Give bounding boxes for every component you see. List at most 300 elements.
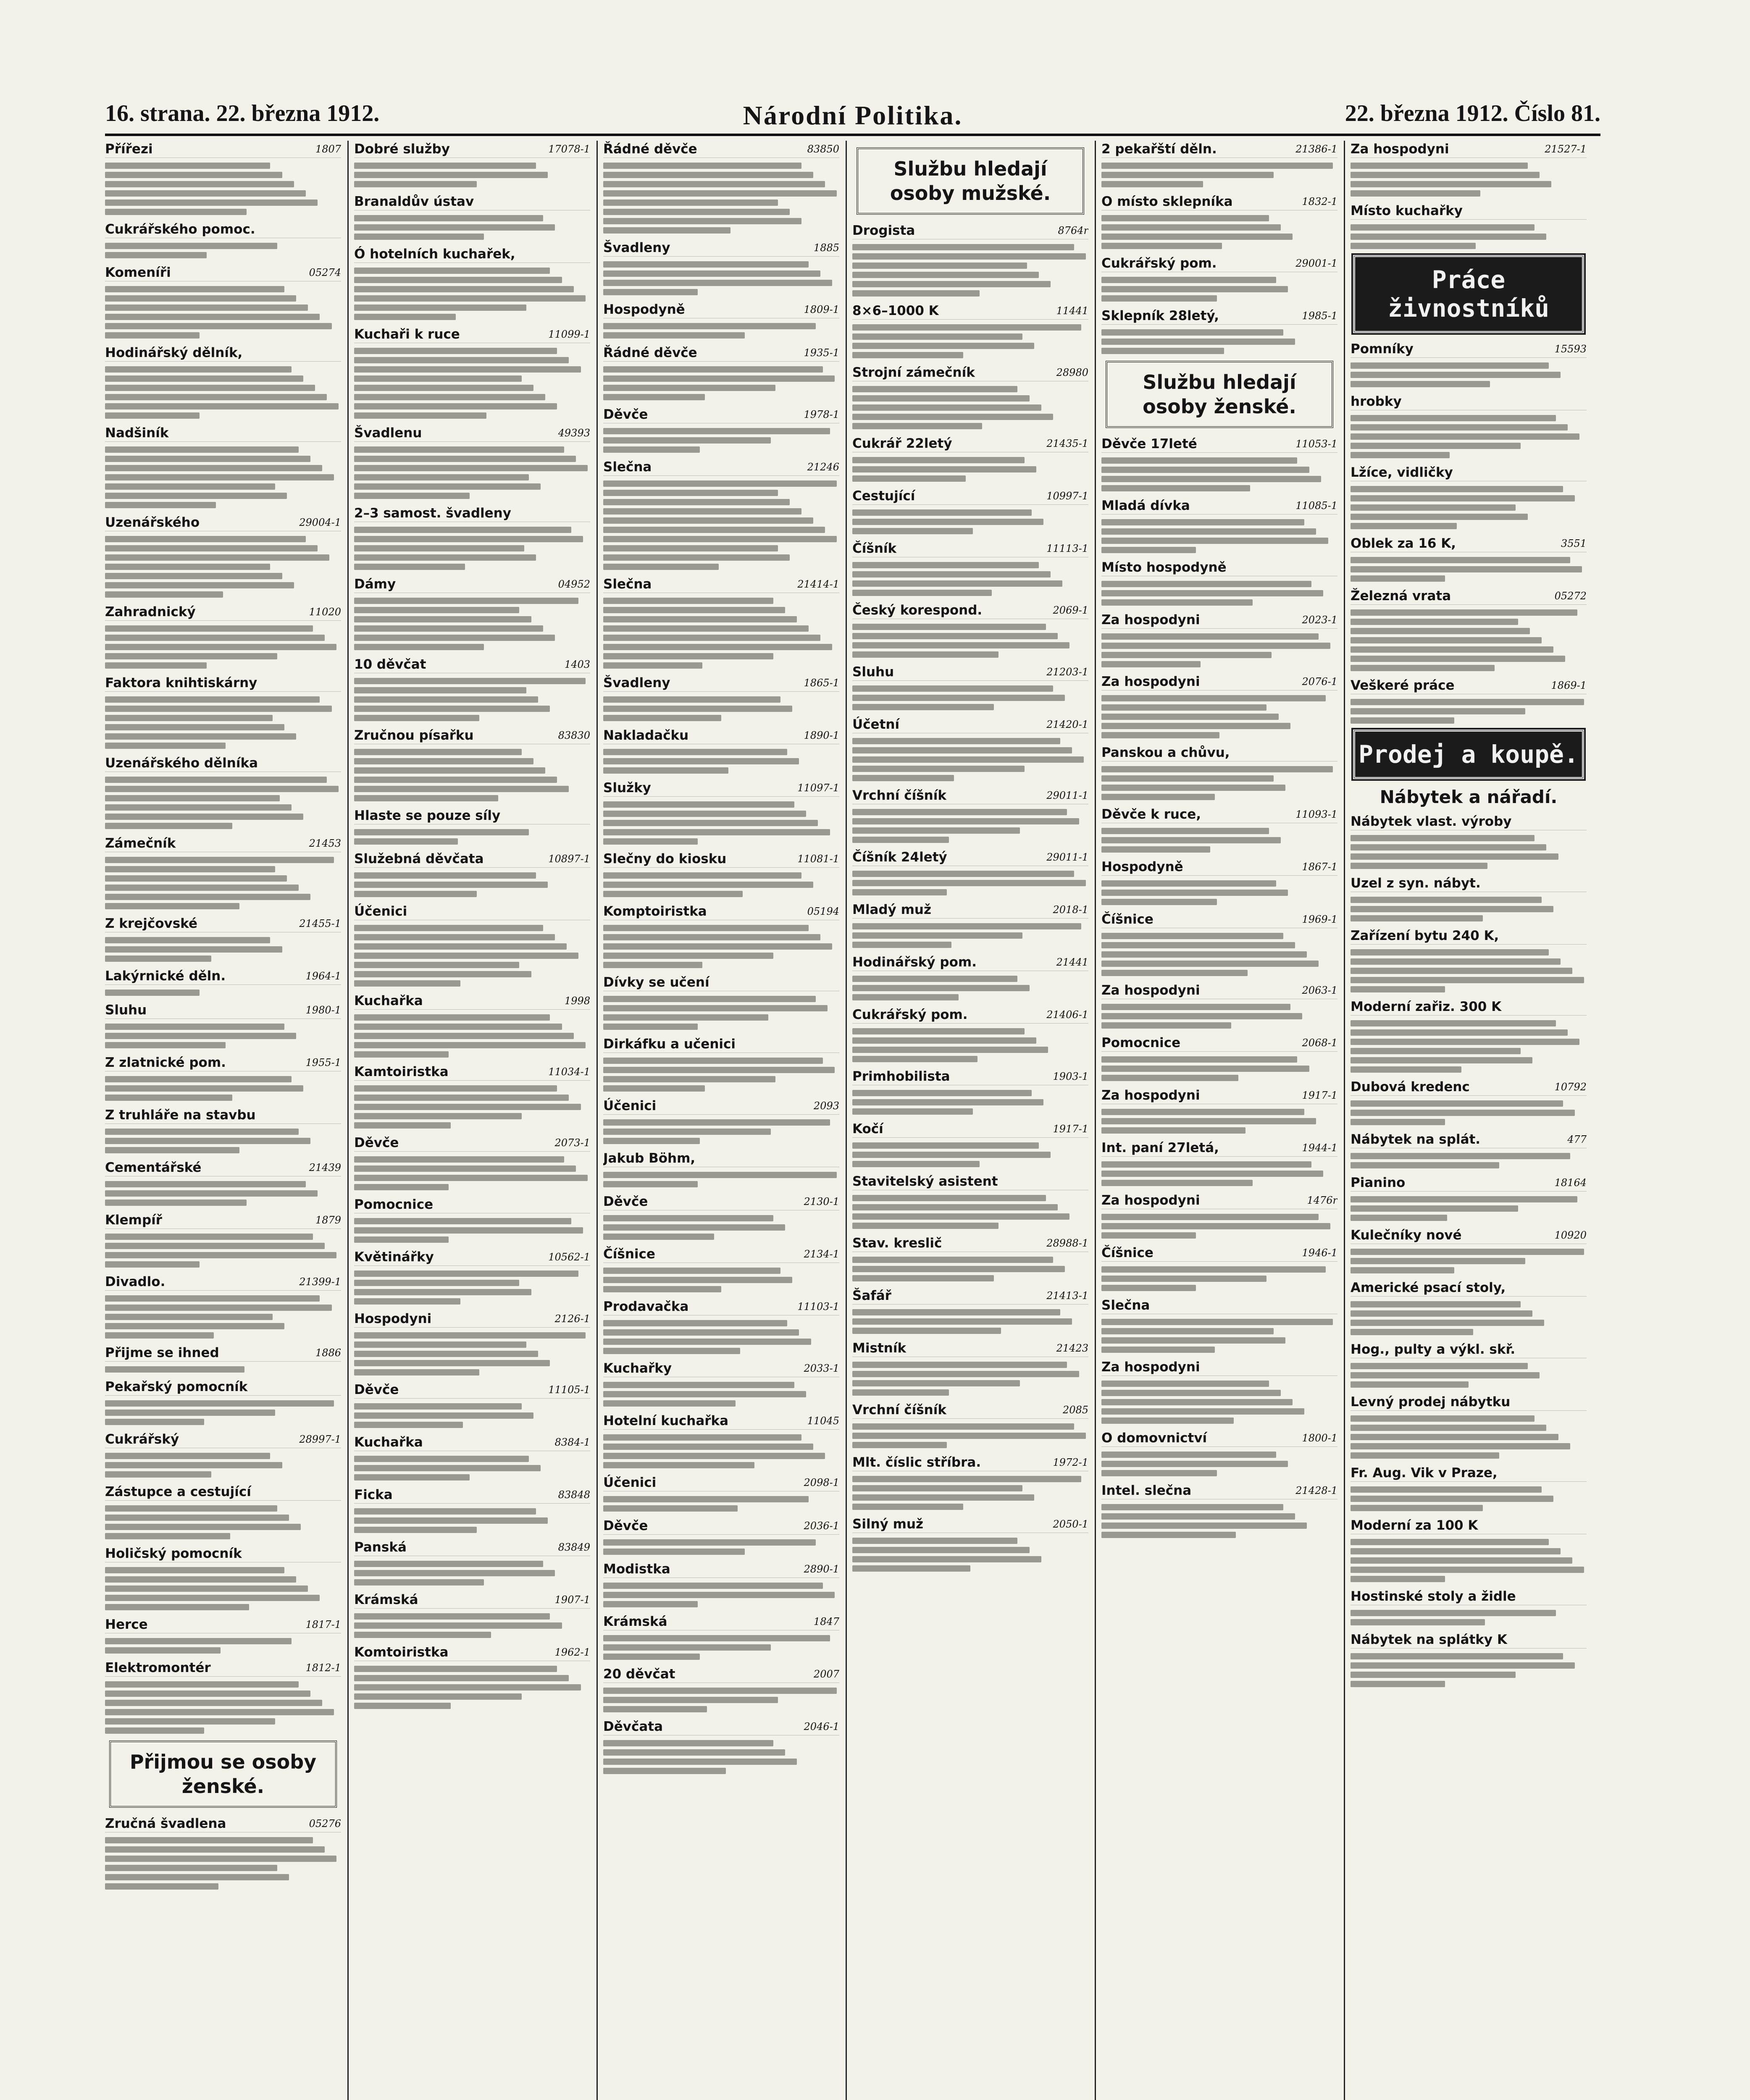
- ad-body-text: [1351, 481, 1587, 529]
- text-line: [1351, 1039, 1579, 1045]
- text-line: [603, 1453, 825, 1459]
- text-line: [852, 404, 1041, 411]
- ad-body-text: [1101, 325, 1337, 354]
- ad-number: 1867-1: [1302, 861, 1337, 873]
- ad-body-text: [852, 320, 1088, 358]
- ad-keyword: Nadšiník: [105, 425, 169, 441]
- ad-keyword: Květinářky: [354, 1250, 434, 1265]
- text-line: [105, 814, 303, 820]
- ad-number: 1980-1: [305, 1004, 341, 1016]
- ad-keyword: Klempíř: [105, 1213, 163, 1228]
- text-line: [1351, 1196, 1577, 1202]
- ad-body-text: [852, 1533, 1088, 1572]
- text-line: [852, 290, 980, 297]
- text-line: [852, 562, 1039, 568]
- text-line: [603, 598, 773, 604]
- text-line: [105, 956, 211, 962]
- ad-keyword: Dívky se učení: [603, 975, 709, 990]
- ad-number: 21439: [309, 1162, 341, 1173]
- ad-body-text: [105, 621, 341, 669]
- text-line: [603, 1768, 726, 1774]
- text-line: [105, 1524, 301, 1530]
- text-line: [1351, 1567, 1584, 1573]
- ad-body-text: [852, 505, 1088, 534]
- ad-keyword: Cukrář 22letý: [852, 436, 952, 451]
- text-line: [105, 662, 207, 669]
- ad-body-text: [1101, 761, 1337, 800]
- text-line: [1351, 897, 1542, 903]
- text-line: [105, 1576, 296, 1583]
- ad-keyword: Slečna: [1101, 1298, 1150, 1313]
- text-line: [852, 1433, 1086, 1439]
- text-line: [603, 943, 832, 950]
- ad-number: 21527-1: [1545, 143, 1587, 155]
- ad-body-text: [1351, 605, 1587, 671]
- ad-body-text: [1101, 453, 1337, 491]
- text-line: [603, 1348, 740, 1354]
- text-line: [603, 635, 820, 641]
- ad-body-text: [1101, 999, 1337, 1029]
- newspaper-title: Národní Politika.: [743, 100, 963, 130]
- text-line: [1101, 485, 1250, 491]
- classified-ad: [1351, 141, 1587, 197]
- text-line: [1351, 243, 1476, 249]
- ad-keyword: Hotelní kuchařka: [603, 1413, 729, 1428]
- text-line: [1351, 977, 1584, 983]
- ad-body-text: [354, 1328, 590, 1376]
- ad-body-text: [105, 531, 341, 598]
- ad-keyword: Za hospodyni: [1101, 1088, 1200, 1103]
- text-line: [1351, 646, 1553, 653]
- text-line: [1101, 723, 1290, 729]
- text-line: [105, 1095, 232, 1101]
- classified-ad: [603, 675, 839, 721]
- ad-number: 21413-1: [1046, 1290, 1088, 1302]
- ad-body-text: [852, 557, 1088, 596]
- text-line: [1351, 1672, 1516, 1678]
- ad-keyword: Lžíce, vidličky: [1351, 465, 1453, 480]
- text-line: [852, 1318, 1072, 1325]
- text-line: [603, 1549, 745, 1555]
- ad-body-text: [105, 442, 341, 508]
- classified-ad: [1351, 998, 1587, 1073]
- text-line: [1351, 1557, 1572, 1564]
- ad-keyword: Děvče: [603, 1194, 648, 1209]
- text-line: [1101, 1513, 1295, 1520]
- text-line: [603, 366, 823, 373]
- text-line: [852, 809, 1067, 815]
- text-line: [1351, 986, 1445, 992]
- text-line: [105, 786, 339, 792]
- text-line: [354, 715, 479, 721]
- ad-keyword: O místo sklepníka: [1101, 194, 1233, 209]
- text-line: [105, 1727, 204, 1734]
- ad-keyword: Hodinářský dělník,: [105, 345, 243, 360]
- text-line: [354, 767, 545, 774]
- text-line: [852, 475, 966, 482]
- ad-body-text: [603, 1263, 839, 1292]
- classified-ad: [603, 1298, 839, 1354]
- text-line: [354, 268, 550, 274]
- text-line: [1101, 1504, 1283, 1510]
- text-line: [1101, 899, 1217, 905]
- ad-body-text: [603, 1735, 839, 1774]
- ad-keyword: Krámská: [603, 1614, 667, 1629]
- ad-keyword: Silný muž: [852, 1517, 924, 1532]
- text-line: [1101, 837, 1281, 843]
- text-line: [852, 695, 1065, 701]
- classified-ad: [603, 727, 839, 774]
- text-line: [1101, 704, 1267, 711]
- text-line: [354, 375, 522, 382]
- ad-number: 1885: [813, 242, 839, 254]
- classified-ad: [603, 141, 839, 234]
- ad-body-text: [852, 804, 1088, 843]
- text-line: [354, 163, 536, 169]
- classified-ad: [603, 903, 839, 968]
- text-line: [603, 218, 801, 224]
- ad-number: 1890-1: [804, 730, 839, 741]
- text-line: [354, 554, 536, 561]
- text-line: [1351, 424, 1568, 430]
- ad-keyword: Přířezi: [105, 142, 153, 157]
- ad-number: 2073-1: [554, 1137, 590, 1149]
- text-line: [1101, 794, 1215, 800]
- ad-keyword: Místo hospodyně: [1101, 560, 1227, 575]
- text-line: [852, 1090, 1032, 1096]
- ad-number: 10920: [1554, 1229, 1587, 1241]
- text-line: [1351, 1363, 1528, 1369]
- classified-ad: [354, 1249, 590, 1305]
- text-line: [105, 1595, 320, 1601]
- classified-ad: [1351, 813, 1587, 869]
- text-line: [603, 616, 797, 622]
- classified-ad: [1101, 1244, 1337, 1291]
- ad-number: 2036-1: [804, 1520, 839, 1532]
- classified-ad: [105, 425, 341, 508]
- ad-keyword: Z truhláře na stavbu: [105, 1108, 256, 1123]
- text-line: [105, 1586, 308, 1592]
- ad-number: 1964-1: [305, 970, 341, 982]
- text-line: [852, 1309, 1060, 1315]
- classified-ad: [852, 1287, 1088, 1334]
- text-line: [105, 493, 287, 499]
- text-line: [354, 616, 531, 622]
- text-line: [354, 1613, 550, 1620]
- ad-keyword: Hospodyni: [354, 1311, 432, 1326]
- ad-body-text: [852, 866, 1088, 895]
- ad-body-text: [603, 1430, 839, 1468]
- text-line: [105, 366, 292, 373]
- classified-ad: [354, 1434, 590, 1480]
- ad-number: 49393: [558, 427, 590, 439]
- text-line: [105, 724, 284, 730]
- classified-ad: [1351, 1631, 1587, 1687]
- ad-body-text: [852, 452, 1088, 482]
- ad-keyword: Číšnice: [1101, 912, 1154, 927]
- text-line: [603, 508, 801, 514]
- text-line: [603, 437, 771, 444]
- text-line: [354, 1632, 491, 1638]
- ad-number: 2063-1: [1302, 984, 1337, 996]
- text-line: [105, 1033, 296, 1039]
- text-line: [852, 985, 1030, 991]
- ad-keyword: Ó hotelních kuchařek,: [354, 247, 515, 262]
- text-line: [354, 286, 574, 292]
- ad-keyword: Kuchařky: [603, 1361, 672, 1376]
- classified-ad: [852, 364, 1088, 429]
- text-line: [852, 1099, 1043, 1105]
- text-line: [603, 480, 837, 487]
- ad-number: 05272: [1554, 590, 1587, 602]
- ad-keyword: Dirkáfku a učenici: [603, 1037, 736, 1052]
- ad-number: 18164: [1554, 1177, 1587, 1189]
- ad-keyword: 20 děvčat: [603, 1667, 675, 1682]
- classified-ad: [1101, 806, 1337, 853]
- text-line: [354, 1184, 449, 1190]
- text-line: [852, 281, 1051, 287]
- text-line: [1101, 519, 1304, 525]
- ad-body-text: [1101, 514, 1337, 553]
- text-line: [354, 1341, 526, 1348]
- ad-keyword: Moderní zařiz. 300 K: [1351, 999, 1502, 1014]
- ad-number: 2023-1: [1302, 614, 1337, 626]
- classified-ad: [354, 903, 590, 987]
- text-line: [354, 1227, 583, 1234]
- section-subheading: Nábytek a nářadí.: [1380, 787, 1558, 807]
- ad-number: 21455-1: [299, 918, 341, 929]
- classified-ad: [1351, 1465, 1587, 1511]
- text-line: [1101, 880, 1276, 887]
- classified-ad: [1101, 1192, 1337, 1239]
- text-line: [105, 200, 318, 206]
- ad-keyword: Švadleny: [603, 675, 670, 690]
- text-line: [1351, 452, 1450, 458]
- ad-keyword: Číšník: [852, 541, 897, 556]
- ad-keyword: Hodinářský pom.: [852, 955, 977, 970]
- text-line: [603, 1277, 792, 1283]
- classified-ad: [603, 1360, 839, 1407]
- text-line: [852, 704, 994, 710]
- ad-keyword: Pomocnice: [1101, 1035, 1181, 1050]
- text-line: [852, 1161, 980, 1167]
- text-line: [105, 1085, 303, 1092]
- text-line: [603, 953, 773, 959]
- text-line: [603, 1434, 801, 1441]
- ad-number: 1903-1: [1053, 1071, 1088, 1082]
- classified-ad: [354, 807, 590, 845]
- ad-keyword: Slečna: [603, 459, 652, 475]
- text-line: [603, 545, 778, 551]
- classified-ad: [852, 664, 1088, 710]
- text-line: [603, 1286, 721, 1292]
- text-line: [1351, 495, 1575, 501]
- text-line: [603, 1505, 738, 1512]
- text-line: [105, 1314, 273, 1320]
- classified-ad: [354, 505, 590, 570]
- ad-number: 21414-1: [797, 578, 839, 590]
- ad-body-text: [1351, 220, 1587, 249]
- ad-number: 11085-1: [1295, 500, 1337, 512]
- text-line: [354, 1351, 538, 1357]
- text-line: [1351, 1576, 1445, 1582]
- text-line: [603, 1058, 823, 1064]
- ad-keyword: Pomníky: [1351, 341, 1414, 357]
- ad-keyword: hrobky: [1351, 394, 1402, 409]
- ad-number: 17078-1: [548, 143, 590, 155]
- text-line: [1351, 1153, 1570, 1159]
- classified-ad: [354, 1644, 590, 1709]
- text-line: [852, 1257, 1053, 1263]
- text-line: [852, 386, 1017, 392]
- classified-ad: [1351, 1174, 1587, 1221]
- text-line: [852, 395, 1030, 402]
- ad-keyword: O domovnictví: [1101, 1431, 1207, 1446]
- text-line: [1351, 433, 1579, 440]
- ad-number: 28980: [1056, 367, 1088, 378]
- text-line: [1351, 915, 1483, 921]
- classified-ad: [354, 656, 590, 721]
- classified-ad: [1351, 1131, 1587, 1168]
- ad-number: 21399-1: [299, 1276, 341, 1288]
- text-line: [354, 456, 576, 462]
- classified-ad: [603, 1036, 839, 1092]
- text-line: [1101, 224, 1281, 231]
- text-line: [105, 375, 303, 382]
- ad-keyword: Oblek za 16 K,: [1351, 536, 1456, 551]
- ad-keyword: Branaldův ústav: [354, 194, 474, 209]
- ad-keyword: 2 pekařští děln.: [1101, 142, 1217, 157]
- text-line: [105, 1076, 292, 1082]
- text-line: [603, 181, 825, 187]
- ad-body-text: [105, 281, 341, 339]
- text-line: [1351, 1020, 1556, 1026]
- ad-number: 05194: [807, 906, 839, 917]
- text-line: [852, 1108, 973, 1115]
- text-line: [1351, 717, 1454, 724]
- ad-body-text: [1101, 690, 1337, 738]
- ad-body-text: [1351, 892, 1587, 921]
- ad-keyword: Sluhu: [105, 1003, 147, 1018]
- ad-keyword: Kamtoiristka: [354, 1064, 449, 1079]
- text-line: [1101, 890, 1288, 896]
- ad-body-text: [1351, 830, 1587, 869]
- ad-number: 2076-1: [1302, 676, 1337, 688]
- text-line: [354, 181, 477, 187]
- ad-keyword: Panská: [354, 1540, 407, 1555]
- ad-body-text: [1101, 823, 1337, 853]
- text-line: [603, 332, 745, 339]
- text-line: [1101, 951, 1307, 958]
- text-line: [852, 923, 1081, 929]
- ad-keyword: Pekařský pomocník: [105, 1379, 248, 1394]
- text-line: [1351, 699, 1584, 705]
- ad-number: 2134-1: [804, 1248, 839, 1260]
- text-line: [1351, 181, 1551, 187]
- text-line: [105, 1243, 325, 1249]
- ad-keyword: Nábytek vlast. výroby: [1351, 814, 1512, 829]
- ad-number: 05274: [309, 267, 341, 278]
- classified-ad: [603, 1517, 839, 1555]
- text-line: [354, 1508, 536, 1515]
- text-line: [105, 1234, 313, 1240]
- classified-ad: [1351, 1227, 1587, 1273]
- text-line: [1351, 1619, 1485, 1625]
- text-line: [105, 286, 284, 292]
- text-line: [1101, 215, 1269, 221]
- ad-column: [852, 141, 1088, 2100]
- ad-number: 2093: [813, 1100, 839, 1112]
- ad-keyword: Za hospodyni: [1101, 1360, 1200, 1375]
- text-line: [1351, 1372, 1540, 1378]
- text-line: [603, 838, 698, 845]
- text-line: [603, 925, 809, 931]
- classified-ad: [852, 901, 1088, 948]
- ad-keyword: Cukrářský pom.: [852, 1007, 968, 1022]
- classified-ad: [1351, 1341, 1587, 1388]
- text-line: [354, 1517, 548, 1524]
- text-line: [603, 625, 809, 632]
- text-line: [105, 894, 310, 900]
- ad-number: 1935-1: [804, 347, 839, 359]
- text-line: [852, 1028, 1025, 1034]
- text-line: [105, 252, 207, 258]
- text-line: [354, 971, 531, 977]
- text-line: [603, 227, 730, 234]
- text-line: [354, 1579, 484, 1586]
- ad-body-text: [354, 1010, 590, 1058]
- text-line: [354, 1218, 571, 1224]
- ad-body-text: [105, 1396, 341, 1425]
- text-line: [852, 1195, 1046, 1201]
- text-line: [852, 1380, 1020, 1386]
- section-banner: Prodej a koupě.: [1353, 730, 1584, 779]
- text-line: [852, 1423, 1074, 1430]
- ad-keyword: Děvče k ruce,: [1101, 807, 1201, 822]
- ad-number: 1886: [315, 1347, 341, 1359]
- text-line: [852, 871, 1074, 877]
- text-line: [603, 1583, 823, 1589]
- text-line: [354, 474, 529, 480]
- ad-body-text: [852, 919, 1088, 948]
- text-line: [1101, 1075, 1238, 1081]
- text-line: [105, 1410, 275, 1416]
- text-line: [1101, 1470, 1217, 1476]
- text-line: [603, 662, 702, 669]
- text-line: [105, 190, 306, 197]
- text-line: [1351, 190, 1480, 197]
- ad-keyword: Strojní zámečník: [852, 365, 975, 380]
- text-line: [1101, 1418, 1234, 1424]
- ad-body-text: [105, 158, 341, 215]
- ad-number: 28997-1: [299, 1433, 341, 1445]
- ad-keyword: Číšník 24letý: [852, 850, 947, 865]
- ad-number: 2068-1: [1302, 1037, 1337, 1049]
- text-line: [852, 1476, 1081, 1482]
- text-line: [105, 564, 270, 570]
- text-line: [354, 795, 498, 801]
- text-line: [354, 706, 550, 712]
- ad-body-text: [354, 158, 590, 187]
- classified-ad: [1351, 202, 1587, 249]
- text-line: [105, 304, 308, 311]
- text-line: [354, 777, 557, 783]
- text-line: [1351, 656, 1565, 662]
- classified-ad: [852, 954, 1088, 1000]
- ad-body-text: [603, 476, 839, 570]
- issue-date-number: 22. března 1912. Číslo 81.: [1345, 100, 1600, 126]
- text-line: [852, 1037, 1036, 1044]
